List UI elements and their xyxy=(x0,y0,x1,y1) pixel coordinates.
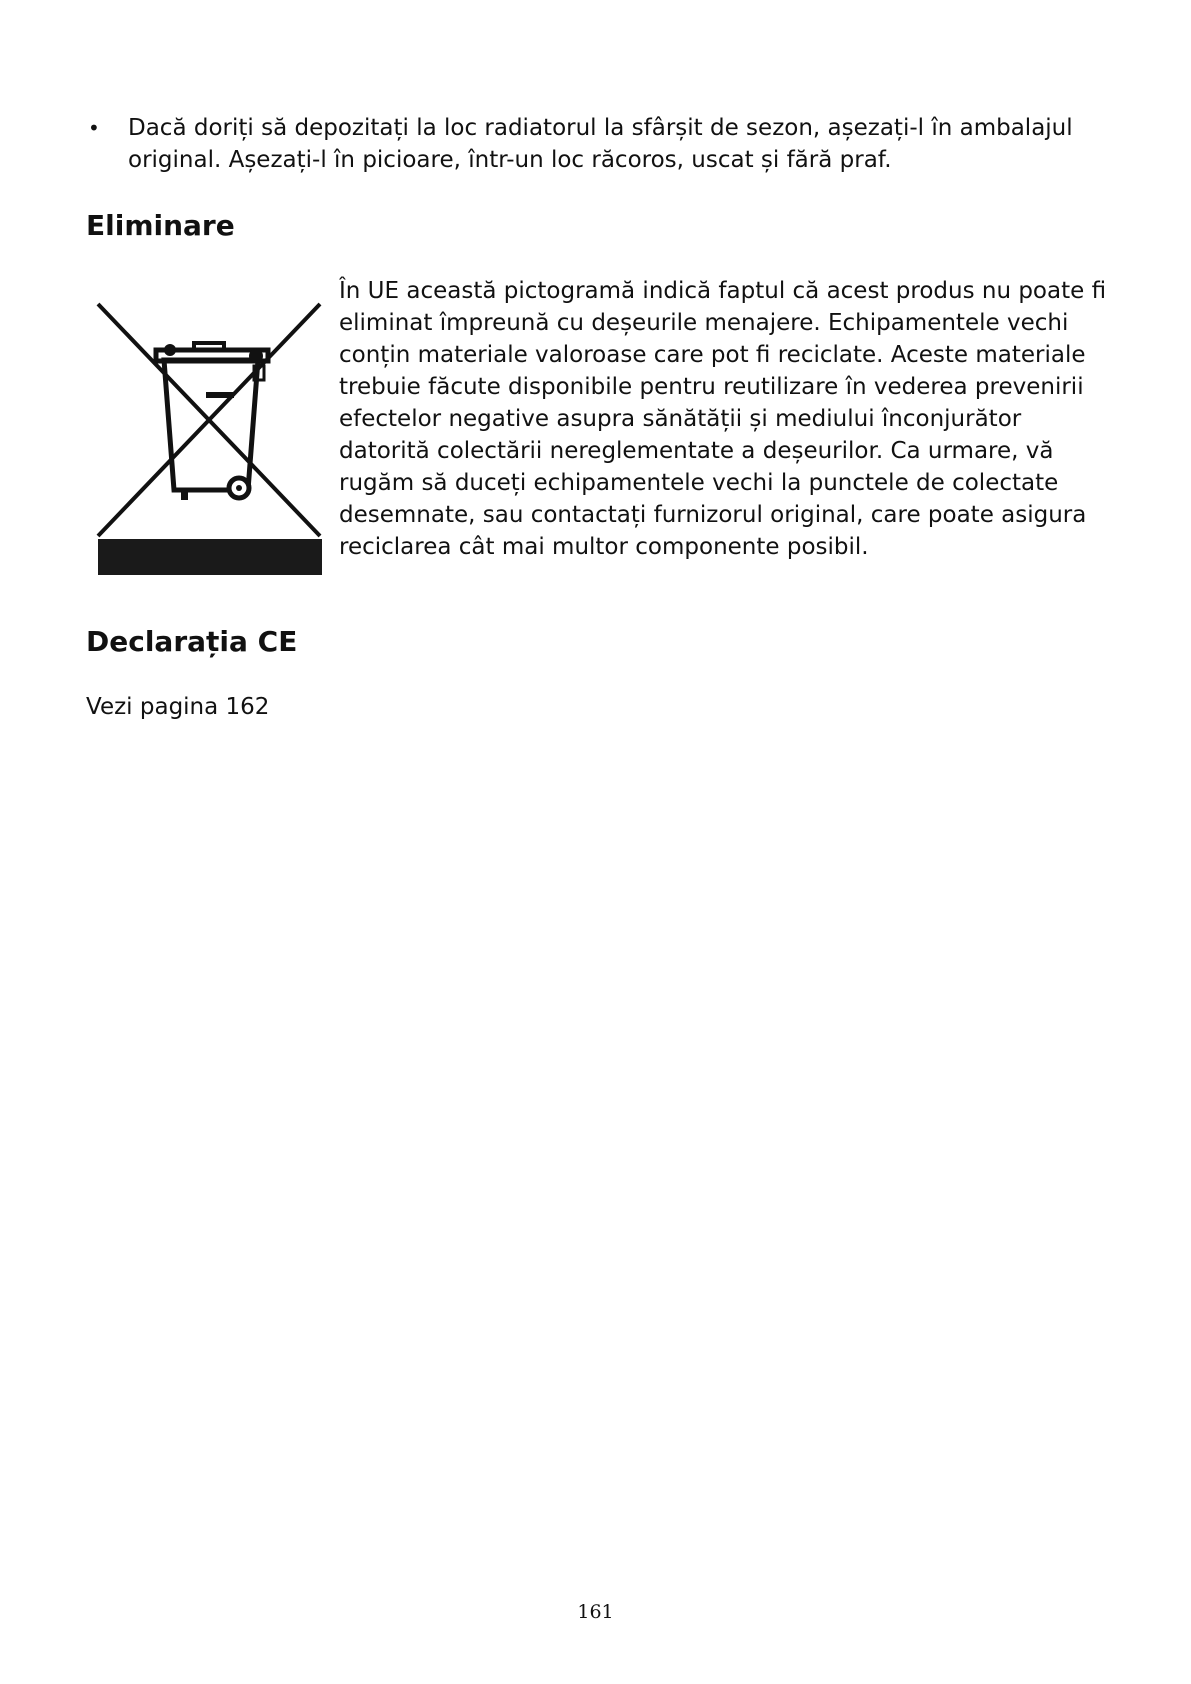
storage-bullet-list xyxy=(86,112,1096,176)
bullet-icon: • xyxy=(88,116,100,140)
bullet-text: Dacă doriți să depozitați la loc radiatorul la sfârșit de sezon, așezați-l în ambalajul original. Așezați-l în picioare, într-un loc răcoros, uscat și fără praf. xyxy=(128,115,1073,173)
crossed-out-wheelie-bin-icon xyxy=(96,300,322,576)
elimination-text: În UE această pictogramă indică faptul că acest produs nu poate fi eliminat împreună cu deșeurile menajere. Echipamentele vechi conțin materiale valoroase care pot fi reciclate. Aceste materiale trebuie făcute disponibile pentru reutilizare în vederea prevenirii efectelor negative asupra sănătății și mediului înconjurător datorită colectării nereglementate a deșeurilor. Ca urmare, vă rugăm să duceți echipamentele vechi la punctele de colectate desemnate, sau contactați furnizorul original, care poate asigura reciclarea cât mai multor componente posibil. xyxy=(339,278,1107,560)
declaration-heading: Declarația CE xyxy=(86,625,298,658)
elimination-heading: Eliminare xyxy=(86,209,235,242)
declaration-text: Vezi pagina 162 xyxy=(86,694,270,720)
list-item xyxy=(86,112,1096,176)
page-number: 161 xyxy=(577,1601,614,1623)
